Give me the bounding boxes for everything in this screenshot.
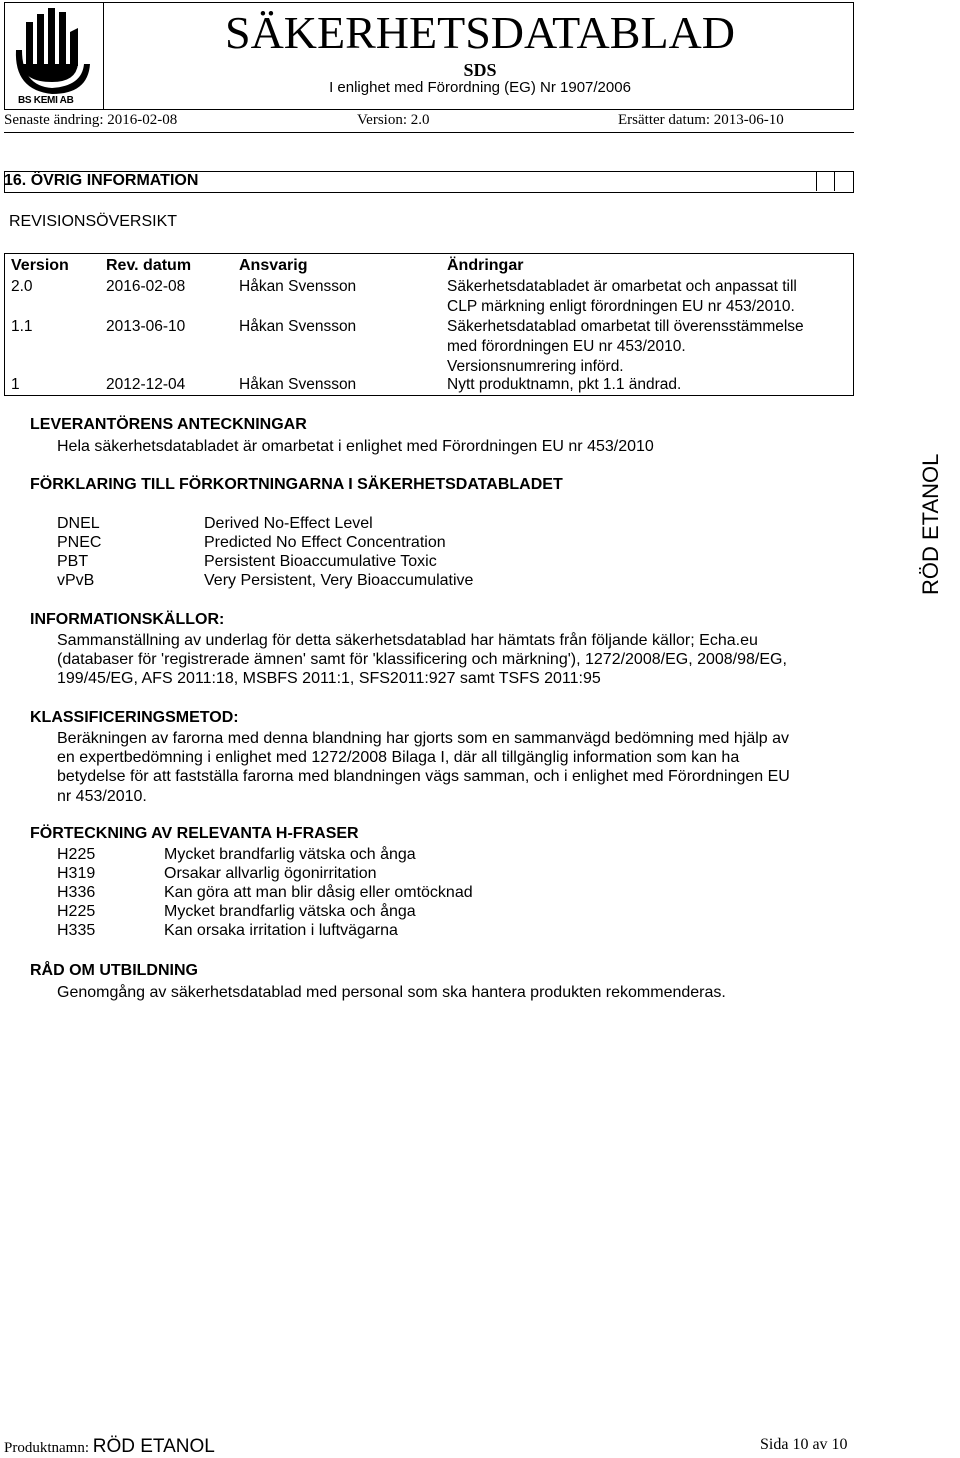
- version-cell: 1.1: [11, 318, 33, 335]
- version-cell: 2.0: [11, 278, 33, 295]
- changes-line: CLP märkning enligt förordningen EU nr 453/2010.: [447, 298, 795, 315]
- column-header: Rev. datum: [106, 257, 192, 274]
- column-header: Ändringar: [447, 257, 524, 274]
- section-header-cell: [816, 172, 834, 191]
- abbreviation-meaning: Persistent Bioaccumulative Toxic: [204, 553, 437, 570]
- method-heading: KLASSIFICERINGSMETOD:: [30, 709, 239, 726]
- h-phrase-code: H225: [57, 846, 96, 863]
- abbreviation-code: PNEC: [57, 534, 102, 551]
- sources-heading: INFORMATIONSKÄLLOR:: [30, 611, 225, 628]
- revision-heading: REVISIONSÖVERSIKT: [9, 213, 178, 230]
- abbreviation-meaning: Derived No-Effect Level: [204, 515, 373, 532]
- method-line: betydelse för att fastställa farorna med blandningen vägs samman, och i enlighet med Förordningen EU: [57, 768, 790, 785]
- method-line: Beräkningen av farorna med denna blandning har gjorts som en sammanvägd bedömning med hjälp av: [57, 730, 790, 747]
- h-phrase-text: Kan göra att man blir dåsig eller omtöcknad: [164, 884, 473, 901]
- h-phrase-code: H319: [57, 865, 96, 882]
- divider: [4, 132, 854, 133]
- section-header-cell: [834, 172, 854, 191]
- footer-page-number: Sida 10 av 10: [760, 1436, 848, 1453]
- section-title: 16. ÖVRIG INFORMATION: [4, 172, 199, 189]
- abbreviation-meaning: Very Persistent, Very Bioaccumulative: [204, 572, 474, 589]
- h-phrase-text: Mycket brandfarlig vätska och ånga: [164, 846, 416, 863]
- supplier-notes-text: Hela säkerhetsdatabladet är omarbetat i enlighet med Förordningen EU nr 453/2010: [57, 438, 654, 455]
- revision-table: [4, 253, 854, 396]
- method-line: en expertbedömning i enlighet med 1272/2008 Bilaga I, där all tillgänglig information som kan ha: [57, 749, 740, 766]
- side-product-label: RÖD ETANOL: [918, 453, 943, 595]
- date-cell: 2016-02-08: [106, 278, 186, 295]
- h-phrase-text: Kan orsaka irritation i luftvägarna: [164, 922, 398, 939]
- supplier-notes-heading: LEVERANTÖRENS ANTECKNINGAR: [30, 416, 307, 433]
- changes-line: Säkerhetsdatabladet är omarbetat och anpassat till: [447, 278, 797, 295]
- responsible-cell: Håkan Svensson: [239, 318, 357, 335]
- changes-line: Versionsnumrering införd.: [447, 358, 624, 375]
- h-phrase-code: H225: [57, 903, 96, 920]
- abbreviation-code: PBT: [57, 553, 89, 570]
- h-phrase-text: Mycket brandfarlig vätska och ånga: [164, 903, 416, 920]
- version-cell: 1: [11, 376, 20, 393]
- column-header: Ansvarig: [239, 257, 308, 274]
- h-phrase-text: Orsakar allvarlig ögonirritation: [164, 865, 377, 882]
- regulation-reference: I enlighet med Förordning (EG) Nr 1907/2006: [329, 79, 631, 96]
- h-phrase-code: H335: [57, 922, 96, 939]
- document-title: SÄKERHETSDATABLAD: [225, 7, 735, 58]
- footer-product: [4, 1436, 215, 1458]
- sources-line: (databaser för 'registrerade ämnen' samt för 'klassificering och märkning'), 1272/2008/EG, 2008/98/EG,: [57, 651, 787, 668]
- abbreviations-heading: FÖRKLARING TILL FÖRKORTNINGARNA I SÄKERHETSDATABLADET: [30, 476, 563, 493]
- abbreviation-meaning: Predicted No Effect Concentration: [204, 534, 446, 551]
- method-line: nr 453/2010.: [57, 788, 147, 805]
- sources-line: 199/45/EG, AFS 2011:18, MSBFS 2011:1, SFS2011:927 samt TSFS 2011:95: [57, 670, 601, 687]
- changes-line: Säkerhetsdatablad omarbetat till överensstämmelse: [447, 318, 804, 335]
- h-phrases-heading: FÖRTECKNING AV RELEVANTA H-FRASER: [30, 825, 359, 842]
- changes-line: med förordningen EU nr 453/2010.: [447, 338, 686, 355]
- abbreviation-code: vPvB: [57, 572, 95, 589]
- footer-product-label: Produktnamn:: [4, 1440, 93, 1456]
- responsible-cell: Håkan Svensson: [239, 376, 357, 393]
- h-phrase-code: H336: [57, 884, 96, 901]
- training-text: Genomgång av säkerhetsdatablad med personal som ska hantera produkten rekommenderas.: [57, 984, 726, 1001]
- changes-line: Nytt produktnamn, pkt 1.1 ändrad.: [447, 376, 682, 393]
- column-header: Version: [11, 257, 69, 274]
- date-cell: 2013-06-10: [106, 318, 186, 335]
- last-changed: Senaste ändring: 2016-02-08: [4, 112, 178, 128]
- document-subtitle: SDS: [463, 60, 497, 80]
- responsible-cell: Håkan Svensson: [239, 278, 357, 295]
- logo-text: BS KEMI AB: [18, 95, 74, 106]
- replaces-date: Ersätter datum: 2013-06-10: [618, 112, 784, 128]
- abbreviation-code: DNEL: [57, 515, 100, 532]
- training-heading: RÅD OM UTBILDNING: [30, 962, 198, 979]
- footer-product-name: RÖD ETANOL: [92, 1436, 215, 1457]
- version: Version: 2.0: [357, 112, 430, 128]
- sources-line: Sammanställning av underlag för detta säkerhetsdatablad har hämtats från följande källor; Echa.eu: [57, 632, 758, 649]
- date-cell: 2012-12-04: [106, 376, 186, 393]
